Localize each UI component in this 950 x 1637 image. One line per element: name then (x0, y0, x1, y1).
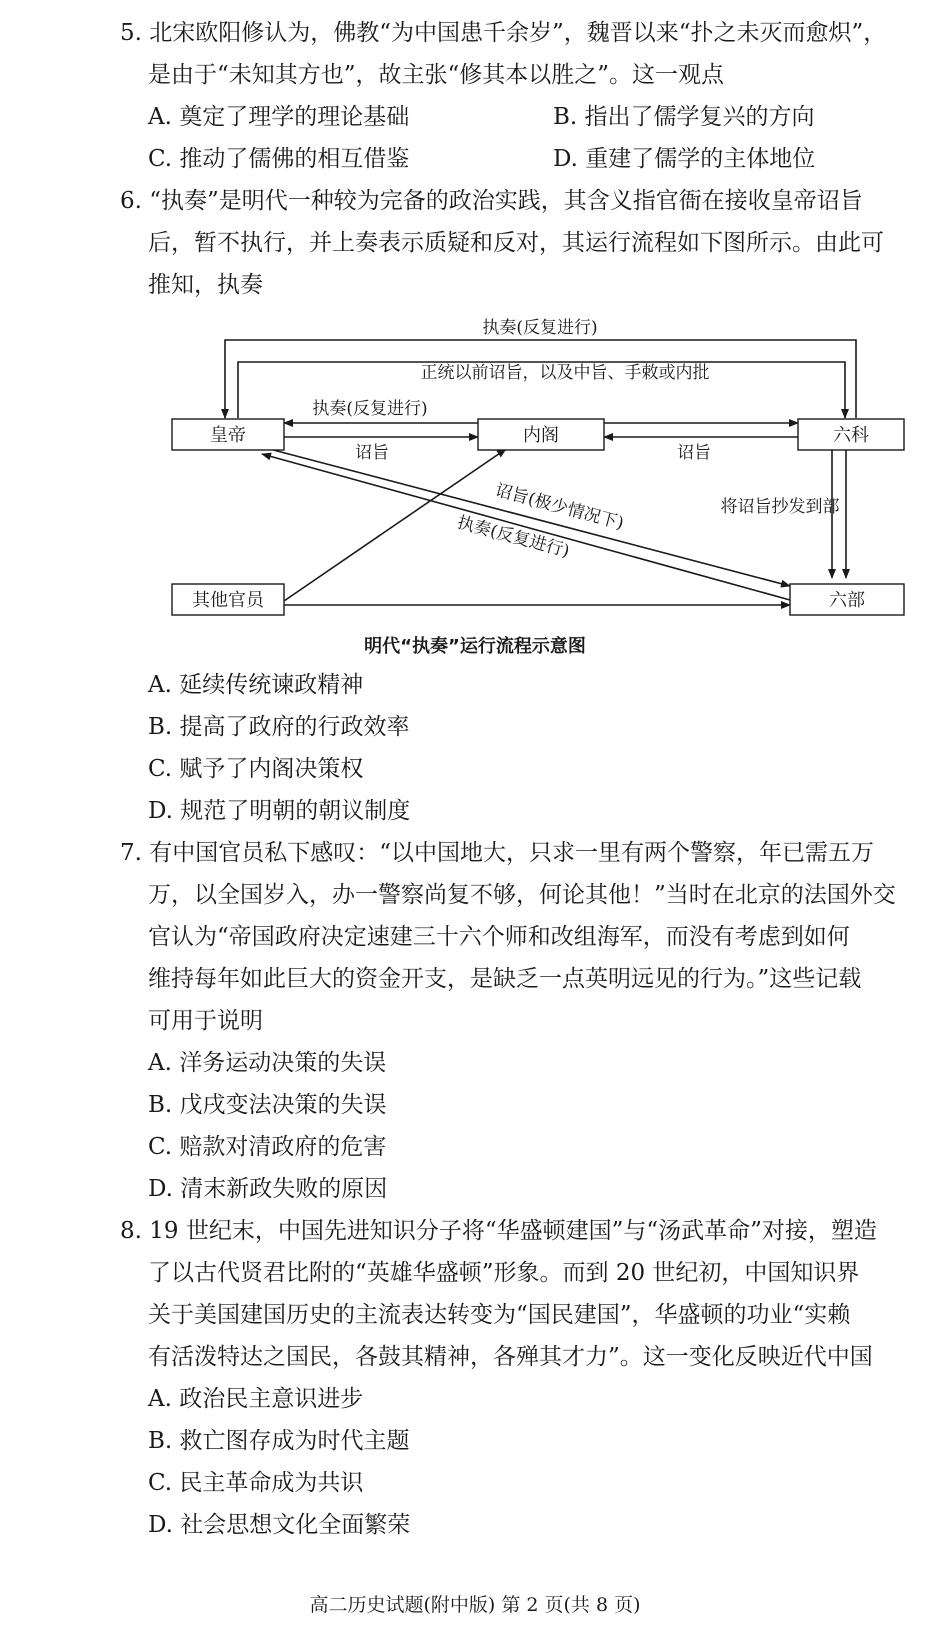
node-other-officials-label: 其他官员 (192, 590, 264, 611)
question-5-option-a: A. 奠定了理学的理论基础 (148, 104, 410, 130)
emp-bu-edict-arrow (262, 447, 790, 586)
question-8-option-d: D. 社会思想文化全面繁荣 (148, 1512, 411, 1538)
question-6-option-d: D. 规范了明朝的朝议制度 (148, 798, 411, 824)
question-6-option-a: A. 延续传统谏政精神 (148, 672, 364, 698)
question-7-stem-line: 可用于说明 (148, 1008, 263, 1034)
page-footer: 高二历史试题(附中版) 第 2 页(共 8 页) (309, 1594, 641, 1616)
question-6-option-c: C. 赋予了内阁决策权 (148, 756, 364, 782)
question-8-stem-line: 8. 19 世纪末，中国先进知识分子将“华盛顿建国”与“汤武革命”对接，塑造 (120, 1218, 877, 1244)
question-6-option-b: B. 提高了政府的行政效率 (148, 714, 410, 740)
label-ke-bu: 将诏旨抄发到部 (720, 497, 840, 517)
question-6-stem-line: 后，暂不执行，并上奏表示质疑和反对，其运行流程如下图所示。由此可 (148, 230, 884, 256)
question-6-stem-line: 6. “执奏”是明代一种较为完备的政治实践，其含义指官衙在接收皇帝诏旨 (120, 188, 863, 214)
bu-emp-zhizou-arrow (262, 454, 790, 600)
question-5-option-c: C. 推动了儒佛的相互借鉴 (148, 146, 410, 172)
label-diag-lower: 执奏(反复进行) (455, 512, 572, 562)
node-emperor (172, 419, 284, 450)
node-liubu (790, 584, 904, 615)
question-8-stem-line: 关于美国建国历史的主流表达转变为“国民建国”，华盛顿的功业“实赖 (148, 1302, 851, 1328)
question-6-stem-line: 推知，执奏 (148, 272, 263, 298)
label-diag-upper: 诏旨(极少情况下) (492, 480, 626, 534)
question-7-option-b: B. 戊戌变法决策的失误 (148, 1092, 387, 1118)
label-emp-cab-bottom: 诏旨 (355, 443, 389, 463)
question-7-stem-line: 万，以全国岁入，办一警察尚复不够，何论其他！”当时在北京的法国外交 (148, 882, 896, 908)
question-7-stem-line: 维持每年如此巨大的资金开支，是缺乏一点英明远见的行为。”这些记载 (148, 966, 862, 992)
node-cabinet (478, 419, 604, 450)
question-5-stem-line: 5. 北宋欧阳修认为，佛教“为中国患千余岁”，魏晋以来“扑之未灭而愈炽”， (120, 20, 887, 46)
zhizou-flow-diagram (0, 0, 950, 640)
label-emp-cab-top: 执奏(反复进行) (312, 399, 428, 419)
question-5-option-d: D. 重建了儒学的主体地位 (553, 146, 816, 172)
node-liuke (798, 419, 904, 450)
question-8-stem-line: 了以古代贤君比附的“英雄华盛顿”形象。而到 20 世纪初，中国知识界 (148, 1260, 860, 1286)
question-7-stem-line: 7. 有中国官员私下感叹：“以中国地大，只求一里有两个警察，年已需五万 (120, 840, 875, 866)
question-7-option-a: A. 洋务运动决策的失误 (148, 1050, 387, 1076)
node-emperor-label: 皇帝 (210, 425, 246, 446)
question-8-stem-line: 有活泼特达之国民，各鼓其精神，各殚其才力”。这一变化反映近代中国 (148, 1344, 873, 1370)
question-5-option-b: B. 指出了儒学复兴的方向 (553, 104, 815, 130)
node-liuke-label: 六科 (833, 425, 869, 446)
diagram-caption: 明代“执奏”运行流程示意图 (364, 636, 586, 657)
question-7-stem-line: 官认为“帝国政府决定速建三十六个师和改组海军，而没有考虑到如何 (148, 924, 850, 950)
question-5-stem-line: 是由于“未知其方也”，故主张“修其本以胜之”。这一观点 (148, 62, 725, 88)
question-8-option-a: A. 政治民主意识进步 (148, 1386, 364, 1412)
question-8-option-c: C. 民主革命成为共识 (148, 1470, 364, 1496)
question-7-option-d: D. 清末新政失败的原因 (148, 1176, 388, 1202)
label-top-loop: 执奏(反复进行) (482, 318, 598, 338)
label-top-inner: 正统以前诏旨，以及中旨、手敕或内批 (420, 363, 710, 383)
label-cab-ke: 诏旨 (677, 443, 711, 463)
node-other-officials (172, 584, 284, 615)
question-8-option-b: B. 救亡图存成为时代主题 (148, 1428, 410, 1454)
node-liubu-label: 六部 (829, 590, 865, 611)
question-7-option-c: C. 赔款对清政府的危害 (148, 1134, 387, 1160)
node-cabinet-label: 内阁 (523, 425, 559, 446)
